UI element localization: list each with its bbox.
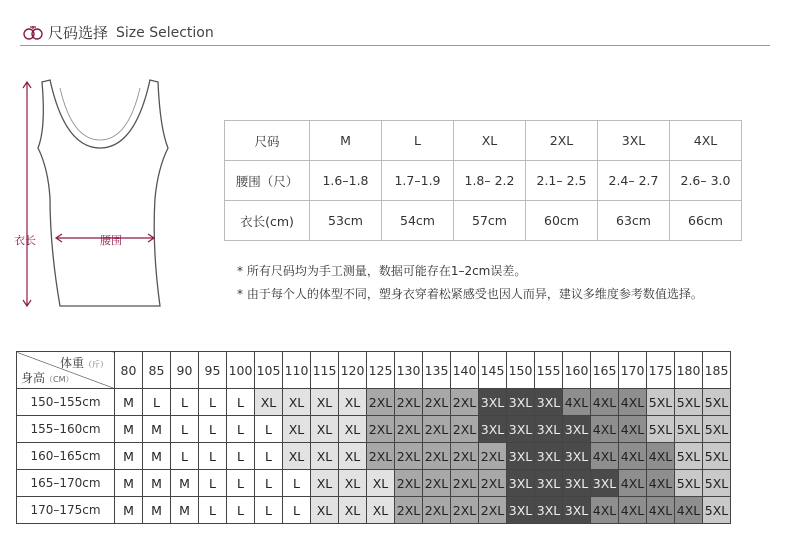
size-cell: L: [227, 389, 255, 416]
size-cell: XL: [339, 470, 367, 497]
size-table-cell: XL: [454, 121, 526, 161]
size-cell: L: [283, 497, 311, 524]
size-cell: L: [199, 416, 227, 443]
size-cell: 2XL: [423, 389, 451, 416]
size-cell: 3XL: [563, 416, 591, 443]
size-table-cell: 1.7–1.9: [382, 161, 454, 201]
size-table-cell: 54cm: [382, 201, 454, 241]
size-cell: L: [199, 389, 227, 416]
weight-column-header: 120: [339, 352, 367, 389]
size-table-row: [225, 201, 742, 241]
note-2: * 由于每个人的体型不同，塑身衣穿着松紧感受也因人而异，建议多维度参考数值选择。: [237, 287, 703, 301]
height-row-header: 150–155cm: [17, 389, 115, 416]
size-cell: 4XL: [647, 443, 675, 470]
header-divider: [20, 45, 770, 46]
size-cell: 2XL: [479, 497, 507, 524]
size-cell: 4XL: [619, 443, 647, 470]
size-cell: 2XL: [423, 443, 451, 470]
size-cell: 5XL: [703, 389, 731, 416]
size-cell: M: [115, 470, 143, 497]
size-cell: L: [255, 443, 283, 470]
grid-header-row: [17, 352, 731, 389]
size-table-cell: 57cm: [454, 201, 526, 241]
size-cell: 5XL: [703, 416, 731, 443]
size-table-row: [225, 161, 742, 201]
size-cell: L: [199, 443, 227, 470]
size-cell: L: [227, 497, 255, 524]
size-cell: XL: [367, 470, 395, 497]
size-cell: XL: [311, 416, 339, 443]
size-cell: 2XL: [423, 497, 451, 524]
size-cell: 4XL: [619, 389, 647, 416]
height-row-header: 160–165cm: [17, 443, 115, 470]
size-cell: 5XL: [703, 497, 731, 524]
length-label: 衣长: [14, 234, 36, 247]
size-cell: 2XL: [423, 416, 451, 443]
size-cell: M: [143, 470, 171, 497]
size-measurement-table: [224, 120, 742, 241]
size-cell: M: [143, 443, 171, 470]
height-row-header: 170–175cm: [17, 497, 115, 524]
size-table-cell: 66cm: [670, 201, 742, 241]
size-cell: L: [227, 470, 255, 497]
size-cell: L: [199, 470, 227, 497]
grid-corner-header: [17, 352, 115, 389]
size-cell: XL: [339, 443, 367, 470]
size-table-cell: 2.4– 2.7: [598, 161, 670, 201]
weight-column-header: 180: [675, 352, 703, 389]
size-cell: M: [143, 497, 171, 524]
weight-column-header: 125: [367, 352, 395, 389]
size-cell: 3XL: [563, 470, 591, 497]
size-cell: XL: [339, 416, 367, 443]
size-cell: 5XL: [675, 443, 703, 470]
size-cell: 2XL: [451, 443, 479, 470]
size-cell: 4XL: [647, 470, 675, 497]
size-cell: XL: [339, 497, 367, 524]
size-cell: L: [199, 497, 227, 524]
size-cell: 4XL: [619, 497, 647, 524]
size-cell: 4XL: [591, 416, 619, 443]
waist-label: 腰围: [100, 234, 122, 247]
size-notes: [237, 260, 703, 306]
weight-column-header: 115: [311, 352, 339, 389]
size-cell: 5XL: [647, 389, 675, 416]
size-cell: 4XL: [563, 389, 591, 416]
weight-column-header: 165: [591, 352, 619, 389]
size-table-row-label: 腰围（尺）: [225, 161, 310, 201]
height-row-header: 165–170cm: [17, 470, 115, 497]
size-table-cell: 2.1– 2.5: [526, 161, 598, 201]
size-table-row-label: 衣长(cm): [225, 201, 310, 241]
grid-row: [17, 443, 731, 470]
weight-column-header: 105: [255, 352, 283, 389]
size-table-row-label: 尺码: [225, 121, 310, 161]
size-cell: L: [171, 416, 199, 443]
size-table-cell: 63cm: [598, 201, 670, 241]
size-cell: L: [227, 416, 255, 443]
weight-column-header: 140: [451, 352, 479, 389]
size-table-cell: 2.6– 3.0: [670, 161, 742, 201]
size-table-row: [225, 121, 742, 161]
size-cell: 2XL: [395, 443, 423, 470]
size-cell: 2XL: [367, 389, 395, 416]
size-cell: 2XL: [451, 497, 479, 524]
size-cell: M: [171, 470, 199, 497]
weight-column-header: 95: [199, 352, 227, 389]
size-cell: L: [255, 497, 283, 524]
size-cell: M: [115, 416, 143, 443]
grid-row: [17, 416, 731, 443]
size-cell: 3XL: [535, 470, 563, 497]
section-header: [22, 22, 214, 43]
size-cell: 2XL: [395, 389, 423, 416]
size-cell: M: [171, 497, 199, 524]
size-cell: L: [171, 389, 199, 416]
grid-row: [17, 497, 731, 524]
weight-column-header: 145: [479, 352, 507, 389]
size-cell: 3XL: [535, 497, 563, 524]
weight-column-header: 155: [535, 352, 563, 389]
size-cell: 4XL: [619, 470, 647, 497]
size-cell: 2XL: [479, 443, 507, 470]
tank-top-diagram: [10, 68, 185, 318]
weight-column-header: 185: [703, 352, 731, 389]
weight-axis-label: 体重（斤）: [59, 356, 108, 370]
size-table-cell: 1.6–1.8: [310, 161, 382, 201]
size-cell: 3XL: [591, 470, 619, 497]
size-table-cell: L: [382, 121, 454, 161]
size-table-cell: 3XL: [598, 121, 670, 161]
size-cell: L: [143, 389, 171, 416]
section-title-en: Size Selection: [116, 24, 214, 41]
weight-column-header: 85: [143, 352, 171, 389]
note-1: * 所有尺码均为手工测量，数据可能存在1–2cm误差。: [237, 264, 527, 278]
size-cell: 3XL: [479, 389, 507, 416]
size-cell: M: [115, 389, 143, 416]
size-cell: 3XL: [507, 389, 535, 416]
weight-column-header: 90: [171, 352, 199, 389]
clothing-logo-icon: [22, 24, 44, 42]
size-cell: L: [255, 470, 283, 497]
size-cell: 2XL: [395, 470, 423, 497]
weight-column-header: 135: [423, 352, 451, 389]
size-cell: 4XL: [591, 443, 619, 470]
size-cell: XL: [311, 389, 339, 416]
size-table-cell: 53cm: [310, 201, 382, 241]
size-cell: 5XL: [675, 470, 703, 497]
size-cell: M: [115, 443, 143, 470]
size-cell: M: [115, 497, 143, 524]
size-recommendation-grid: [16, 351, 731, 524]
size-cell: L: [171, 443, 199, 470]
weight-column-header: 150: [507, 352, 535, 389]
size-cell: XL: [255, 389, 283, 416]
size-cell: 5XL: [647, 416, 675, 443]
section-title-zh: 尺码选择: [48, 24, 109, 42]
size-cell: XL: [311, 443, 339, 470]
size-cell: 2XL: [479, 470, 507, 497]
size-cell: 3XL: [507, 497, 535, 524]
size-cell: 4XL: [619, 416, 647, 443]
size-cell: 4XL: [591, 389, 619, 416]
weight-column-header: 100: [227, 352, 255, 389]
size-cell: M: [143, 416, 171, 443]
size-cell: 4XL: [647, 497, 675, 524]
size-table-cell: 60cm: [526, 201, 598, 241]
grid-row: [17, 470, 731, 497]
size-table-cell: 2XL: [526, 121, 598, 161]
size-cell: 2XL: [395, 497, 423, 524]
size-cell: XL: [311, 470, 339, 497]
size-cell: 5XL: [675, 389, 703, 416]
size-cell: 2XL: [451, 470, 479, 497]
size-cell: 3XL: [535, 443, 563, 470]
size-cell: 3XL: [563, 443, 591, 470]
size-cell: 3XL: [563, 497, 591, 524]
size-cell: 3XL: [507, 416, 535, 443]
size-cell: L: [283, 470, 311, 497]
size-cell: 2XL: [423, 470, 451, 497]
size-table-cell: 1.8– 2.2: [454, 161, 526, 201]
size-table-cell: 4XL: [670, 121, 742, 161]
size-cell: 3XL: [479, 416, 507, 443]
size-table-cell: M: [310, 121, 382, 161]
size-cell: 4XL: [675, 497, 703, 524]
size-cell: 3XL: [507, 443, 535, 470]
height-axis-label: 身高（CM）: [21, 371, 74, 385]
size-cell: XL: [283, 389, 311, 416]
size-cell: 2XL: [451, 389, 479, 416]
size-cell: 2XL: [451, 416, 479, 443]
size-cell: 2XL: [395, 416, 423, 443]
size-cell: 3XL: [535, 389, 563, 416]
size-cell: XL: [283, 443, 311, 470]
size-cell: L: [227, 443, 255, 470]
size-cell: 4XL: [591, 497, 619, 524]
weight-column-header: 110: [283, 352, 311, 389]
size-cell: 5XL: [703, 470, 731, 497]
weight-column-header: 160: [563, 352, 591, 389]
size-cell: XL: [367, 497, 395, 524]
size-cell: XL: [339, 389, 367, 416]
size-cell: 2XL: [367, 443, 395, 470]
weight-column-header: 170: [619, 352, 647, 389]
size-cell: 3XL: [535, 416, 563, 443]
weight-column-header: 130: [395, 352, 423, 389]
size-cell: 2XL: [367, 416, 395, 443]
size-cell: 3XL: [507, 470, 535, 497]
size-cell: 5XL: [675, 416, 703, 443]
size-cell: L: [255, 416, 283, 443]
size-cell: XL: [311, 497, 339, 524]
size-cell: XL: [283, 416, 311, 443]
weight-column-header: 80: [115, 352, 143, 389]
height-row-header: 155–160cm: [17, 416, 115, 443]
weight-column-header: 175: [647, 352, 675, 389]
grid-row: [17, 389, 731, 416]
size-cell: 5XL: [703, 443, 731, 470]
